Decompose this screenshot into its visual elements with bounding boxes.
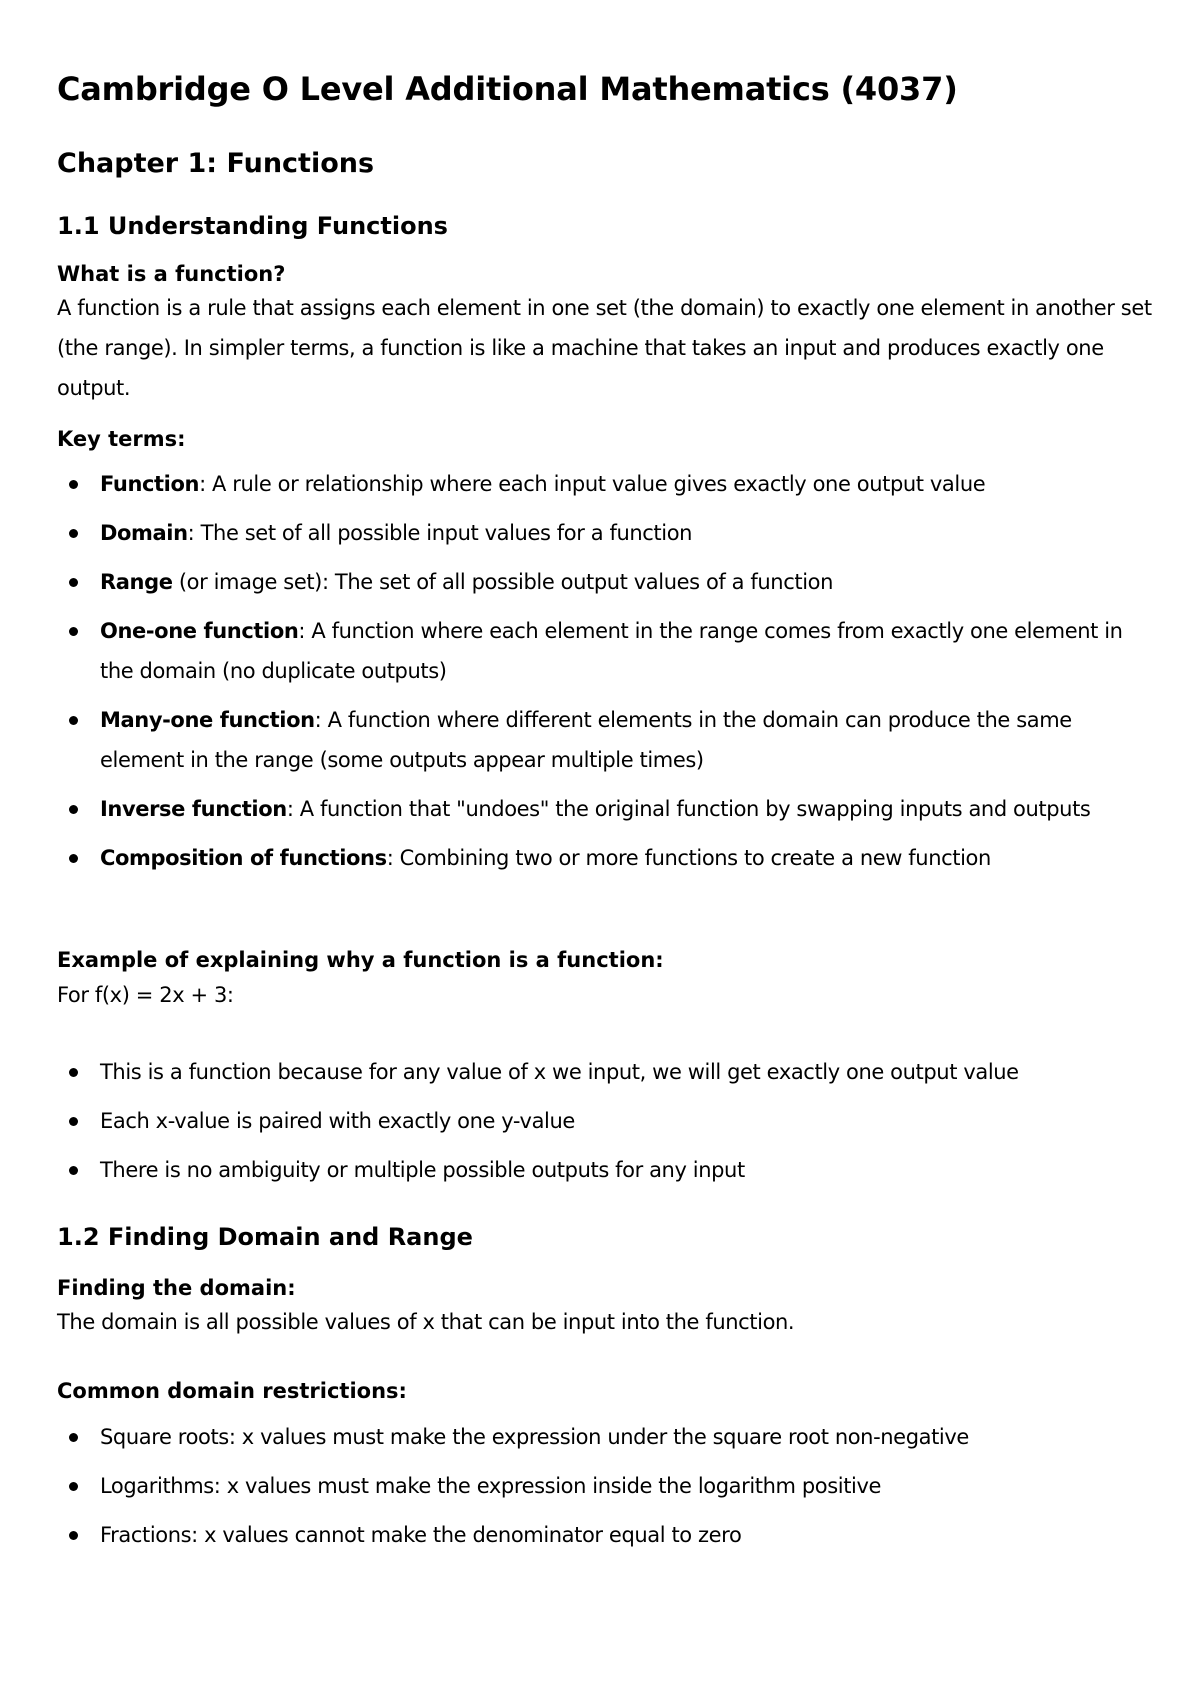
bullet-icon bbox=[69, 1433, 78, 1442]
key-term-name: Function bbox=[100, 472, 200, 496]
bullet-icon bbox=[69, 805, 78, 814]
document-title: Cambridge O Level Additional Mathematics (4037) bbox=[57, 70, 958, 108]
key-term-definition: : A function where each element in the range comes from exactly one element in the domain (no duplicate outputs) bbox=[100, 619, 1123, 683]
key-term-definition: : Combining two or more functions to create a new function bbox=[386, 846, 991, 870]
key-term-item bbox=[57, 789, 1157, 829]
what-is-function-label: What is a function? bbox=[57, 262, 286, 286]
key-term-item bbox=[57, 700, 1157, 780]
key-term-name: Range bbox=[100, 570, 173, 594]
bullet-icon bbox=[69, 529, 78, 538]
key-term-definition: : A function where different elements in the domain can produce the same element in the range (some outputs appear multiple times) bbox=[100, 708, 1072, 772]
bullet-icon bbox=[69, 716, 78, 725]
bullet-icon bbox=[69, 1068, 78, 1077]
restrictions-list bbox=[57, 1417, 1157, 1564]
key-term-definition: : The set of all possible input values for a function bbox=[187, 521, 693, 545]
list-item: Square roots: x values must make the expression under the square root non-negative bbox=[57, 1417, 1157, 1457]
chapter-heading: Chapter 1: Functions bbox=[57, 148, 375, 179]
list-item: This is a function because for any value of x we input, we will get exactly one output value bbox=[57, 1052, 1157, 1092]
key-term-item bbox=[57, 464, 1157, 504]
key-term-name: Domain bbox=[100, 521, 188, 545]
key-term-name: Composition of functions bbox=[100, 846, 387, 870]
bullet-icon bbox=[69, 854, 78, 863]
key-term-name: Inverse function bbox=[100, 797, 287, 821]
list-item: Fractions: x values cannot make the denominator equal to zero bbox=[57, 1515, 1157, 1555]
bullet-icon bbox=[69, 480, 78, 489]
function-definition-paragraph: A function is a rule that assigns each element in one set (the domain) to exactly one element in another set (the range). In simpler terms, a function is like a machine that takes an input and produces exactly one output. bbox=[57, 296, 1152, 400]
key-term-definition: : A rule or relationship where each input value gives exactly one output value bbox=[199, 472, 986, 496]
bullet-icon bbox=[69, 1482, 78, 1491]
bullet-icon bbox=[69, 1117, 78, 1126]
key-term-item bbox=[57, 611, 1157, 691]
key-terms-label: Key terms: bbox=[57, 427, 186, 451]
key-term-item bbox=[57, 513, 1157, 553]
key-term-name: Many-one function bbox=[100, 708, 315, 732]
bullet-icon bbox=[69, 1531, 78, 1540]
list-item: Each x-value is paired with exactly one y-value bbox=[57, 1101, 1157, 1141]
finding-domain-label: Finding the domain: bbox=[57, 1276, 296, 1300]
bullet-icon bbox=[69, 627, 78, 636]
example-label: Example of explaining why a function is a function: bbox=[57, 948, 664, 972]
key-terms-list bbox=[57, 464, 1157, 887]
bullet-icon bbox=[69, 578, 78, 587]
list-item: There is no ambiguity or multiple possible outputs for any input bbox=[57, 1150, 1157, 1190]
restrictions-label: Common domain restrictions: bbox=[57, 1379, 407, 1403]
example-intro: For f(x) = 2x + 3: bbox=[57, 983, 234, 1007]
bullet-icon bbox=[69, 1166, 78, 1175]
key-term-definition: : A function that "undoes" the original function by swapping inputs and outputs bbox=[286, 797, 1091, 821]
key-term-qualifier: (or image set) bbox=[172, 570, 322, 594]
key-term-definition: : The set of all possible output values of a function bbox=[321, 570, 833, 594]
key-term-name: One-one function bbox=[100, 619, 299, 643]
example-points-list bbox=[57, 1052, 1157, 1199]
key-term-item bbox=[57, 562, 1157, 602]
finding-domain-paragraph: The domain is all possible values of x that can be input into the function. bbox=[57, 1310, 795, 1334]
list-item: Logarithms: x values must make the expression inside the logarithm positive bbox=[57, 1466, 1157, 1506]
key-term-item bbox=[57, 838, 1157, 878]
section-heading-1-2: 1.2 Finding Domain and Range bbox=[57, 1223, 473, 1251]
section-heading-1-1: 1.1 Understanding Functions bbox=[57, 212, 448, 240]
